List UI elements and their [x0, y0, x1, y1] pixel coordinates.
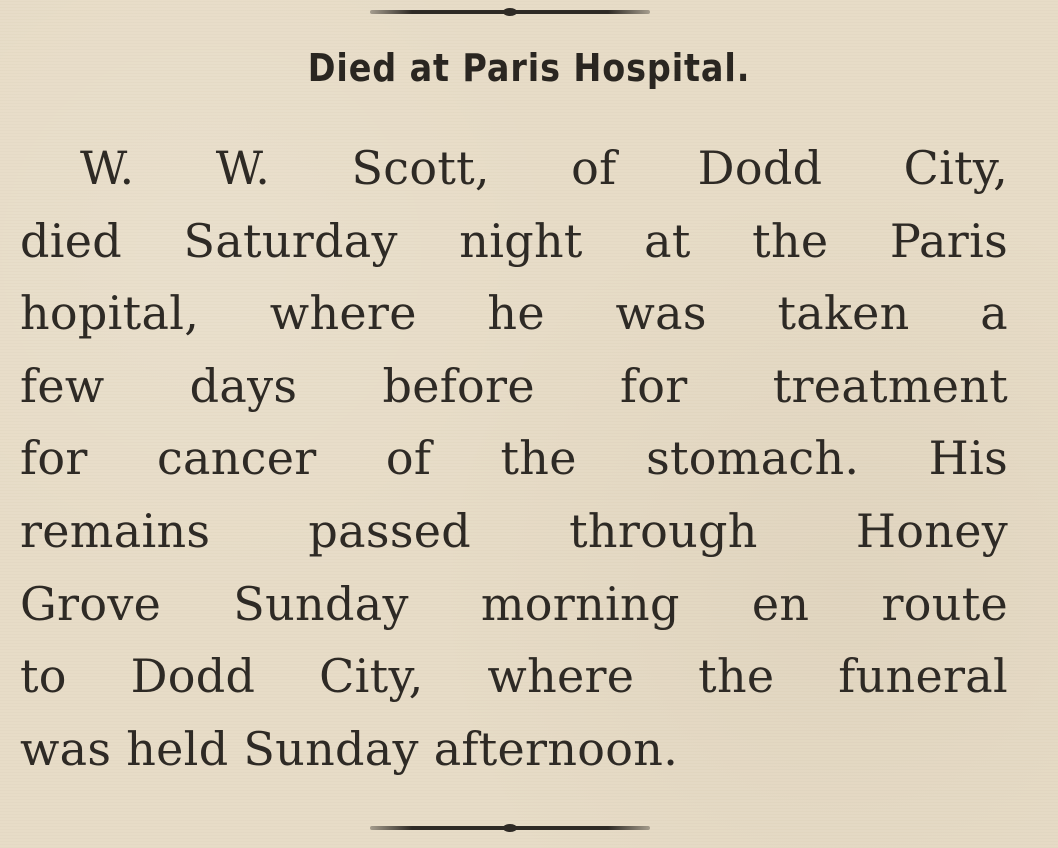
bottom-divider-rule	[370, 826, 650, 830]
article-line: few days before for treatment	[20, 358, 1008, 413]
article-line: hopital, where he was taken a	[20, 286, 1008, 341]
article-body	[20, 132, 1008, 785]
top-divider-rule	[370, 10, 650, 14]
article-headline: Died at Paris Hospital.	[307, 46, 751, 90]
article-line: was held Sunday afternoon.	[20, 721, 679, 776]
article-line: died Saturday night at the Paris	[20, 213, 1008, 268]
article-line: remains passed through Honey	[20, 503, 1008, 558]
article-line: W. W. Scott, of Dodd City,	[80, 141, 1008, 195]
article-line: Grove Sunday morning en route	[20, 576, 1008, 631]
article-line: to Dodd City, where the funeral	[20, 649, 1008, 704]
article-line: for cancer of the stomach. His	[20, 431, 1008, 486]
